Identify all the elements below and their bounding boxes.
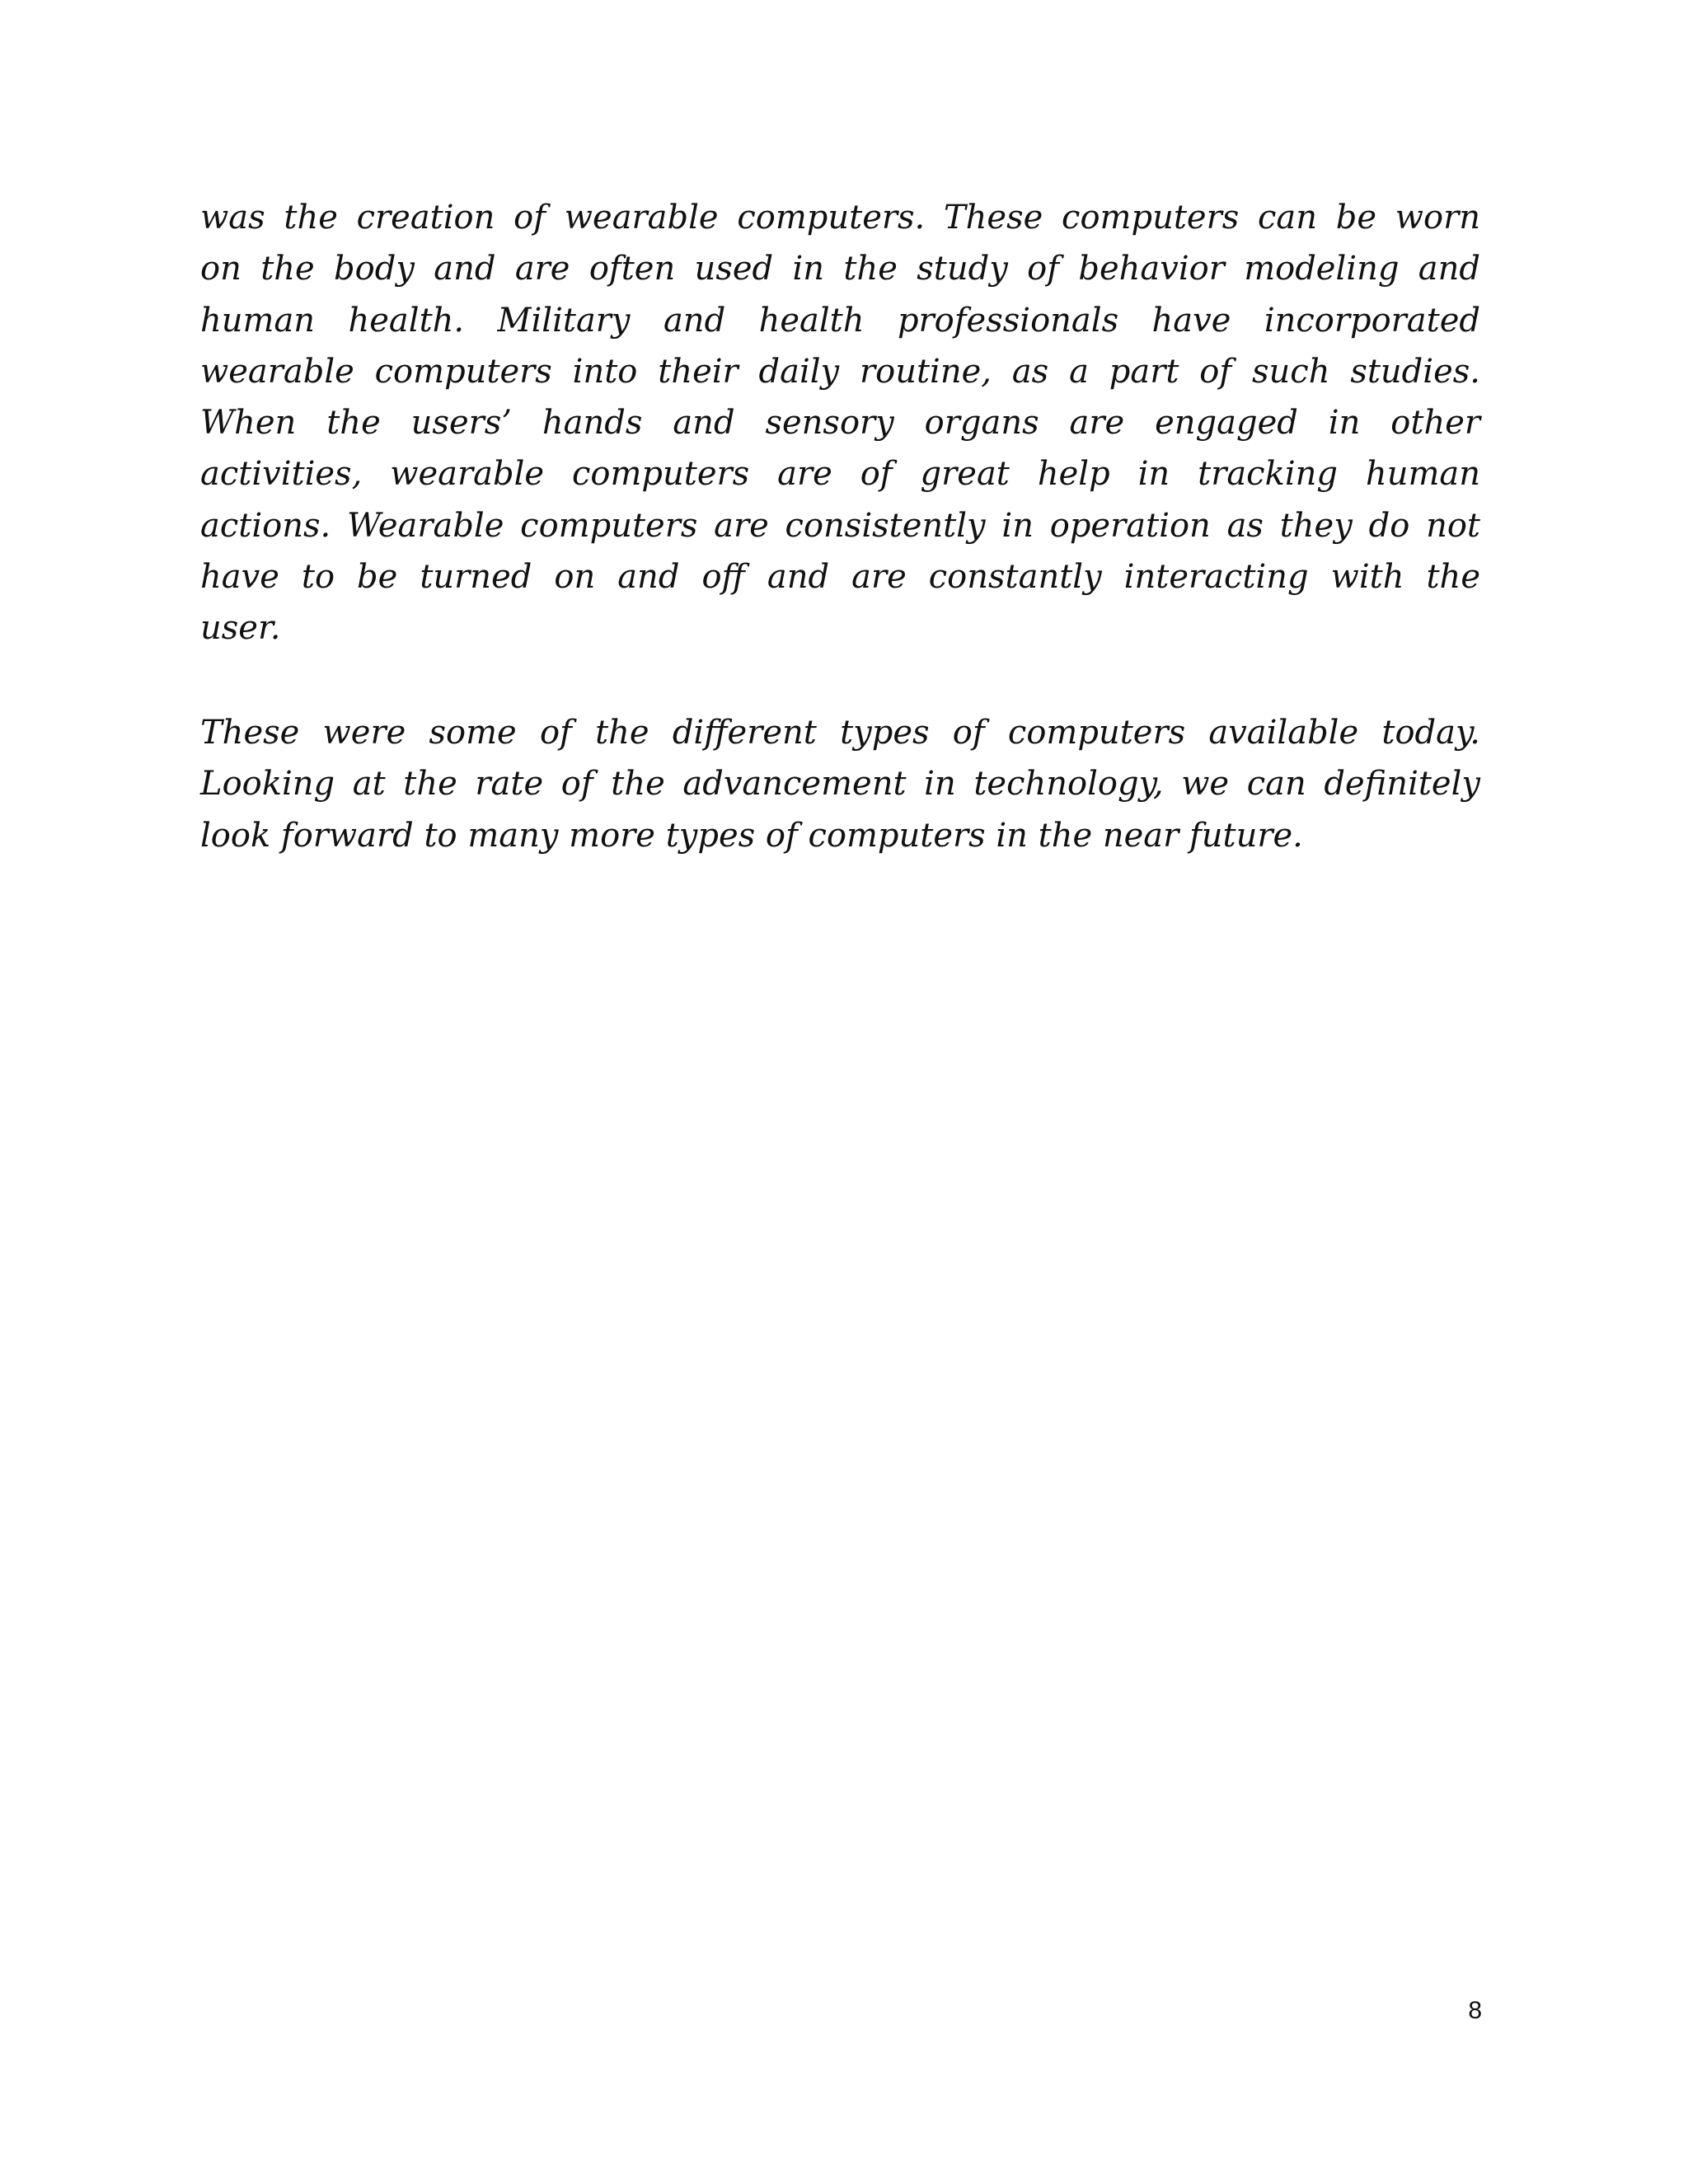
body-paragraph-1 bbox=[200, 192, 1480, 654]
paragraph-line: have to be turned on and off and are constantly interacting with the bbox=[200, 558, 1480, 597]
page-number: 8 bbox=[1468, 1997, 1482, 2024]
body-paragraph-2 bbox=[200, 707, 1480, 861]
paragraph-line: activities, wearable computers are of great help in tracking human bbox=[200, 455, 1480, 494]
paragraph-line: human health. Military and health professionals have incorporated bbox=[200, 301, 1480, 340]
paragraph-line: look forward to many more types of computers in the near future. bbox=[200, 816, 1303, 855]
paragraph-line: was the creation of wearable computers. These computers can be worn bbox=[200, 199, 1480, 237]
paragraph-line: Looking at the rate of the advancement in technology, we can definitely bbox=[200, 765, 1480, 804]
paragraph-line: These were some of the different types of computers available today. bbox=[200, 714, 1480, 752]
paragraph-line: actions. Wearable computers are consistently in operation as they do not bbox=[200, 506, 1480, 545]
paragraph-line: wearable computers into their daily routine, as a part of such studies. bbox=[200, 352, 1480, 391]
paragraph-line: When the users’ hands and sensory organs are engaged in other bbox=[200, 404, 1480, 443]
paragraph-line: user. bbox=[200, 609, 281, 648]
paragraph-line: on the body and are often used in the study of behavior modeling and bbox=[200, 250, 1480, 288]
